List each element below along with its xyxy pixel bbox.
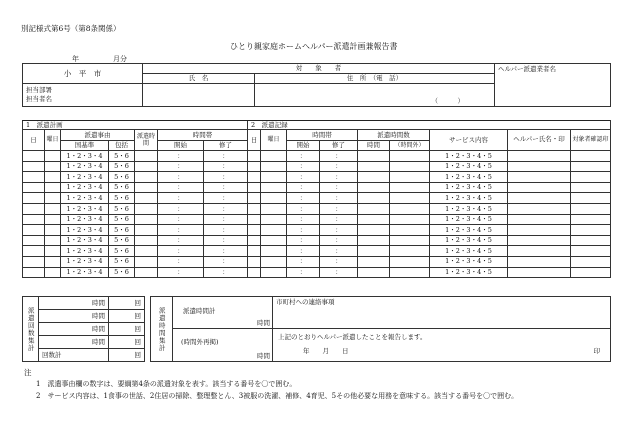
plan-col-start: 開始	[158, 141, 204, 151]
plan-row	[23, 214, 248, 225]
plan-day-field[interactable]	[23, 182, 45, 193]
plan-reason-std[interactable]: 1・2・3・4	[61, 246, 109, 257]
record-start-field[interactable]: ：	[287, 161, 320, 172]
count-hours-1[interactable]	[39, 297, 109, 310]
plan-start-field[interactable]: ：	[158, 225, 204, 236]
plan-col-day: 日	[23, 130, 45, 151]
record-hours-field[interactable]	[358, 193, 390, 204]
count-total-field[interactable]	[109, 349, 145, 362]
plan-reason-std[interactable]: 1・2・3・4	[61, 203, 109, 214]
helper-agency-label: ヘルパー派遣業者名	[495, 64, 611, 107]
record-start-field[interactable]: ：	[287, 182, 320, 193]
record-hours-field[interactable]	[358, 256, 390, 267]
plan-start-field[interactable]: ：	[158, 172, 204, 183]
plan-day-field[interactable]	[23, 193, 45, 204]
record-day-field[interactable]	[248, 214, 261, 225]
plan-weekday-field[interactable]	[45, 161, 61, 172]
plan-reason-wide[interactable]: 5・6	[109, 193, 135, 204]
plan-reason-wide[interactable]: 5・6	[109, 235, 135, 246]
record-extra-field[interactable]	[390, 182, 430, 193]
plan-row	[23, 193, 248, 204]
plan-row	[23, 267, 248, 278]
person-label: 担当者名	[26, 95, 52, 103]
plan-day-field[interactable]	[23, 161, 45, 172]
plan-reason-std[interactable]: 1・2・3・4	[61, 256, 109, 267]
record-col-weekday: 曜日	[261, 130, 287, 151]
record-col-hours-extra: （時間外）	[390, 141, 430, 151]
record-service-field[interactable]: 1・2・3・4・5	[430, 172, 508, 183]
plan-day-field[interactable]	[23, 246, 45, 257]
plan-start-field[interactable]: ：	[158, 235, 204, 246]
plan-time-field[interactable]	[135, 246, 158, 257]
record-col-hours-time: 時間	[358, 141, 390, 151]
record-weekday-field[interactable]	[261, 151, 287, 162]
record-start-field[interactable]: ：	[287, 203, 320, 214]
plan-reason-std[interactable]: 1・2・3・4	[61, 182, 109, 193]
record-start-field[interactable]: ：	[287, 235, 320, 246]
record-confirm-field[interactable]	[571, 151, 611, 162]
record-section-label: 2 派遣記録	[248, 121, 611, 130]
record-row	[248, 214, 611, 225]
address-field[interactable]	[255, 84, 495, 107]
record-confirm-field[interactable]	[571, 172, 611, 183]
record-service-field[interactable]: 1・2・3・4・5	[430, 214, 508, 225]
plan-col-reason: 派遣事由	[61, 130, 135, 141]
record-day-field[interactable]	[248, 267, 261, 278]
plan-start-field[interactable]: ：	[158, 193, 204, 204]
overtime-cell[interactable]	[173, 329, 273, 362]
hour-unit: 時間	[92, 324, 105, 333]
plan-reason-wide[interactable]: 5・6	[109, 151, 135, 162]
record-service-field[interactable]: 1・2・3・4・5	[430, 267, 508, 278]
plan-time-field[interactable]	[135, 235, 158, 246]
report-seal: 印	[593, 347, 600, 355]
record-weekday-field[interactable]	[261, 182, 287, 193]
record-col-end: 修了	[320, 141, 358, 151]
record-weekday-field[interactable]	[261, 172, 287, 183]
plan-time-field[interactable]	[135, 214, 158, 225]
plan-reason-wide[interactable]: 5・6	[109, 161, 135, 172]
plan-start-field[interactable]: ：	[158, 246, 204, 257]
count-times-2[interactable]	[109, 310, 145, 323]
plan-start-field[interactable]: ：	[158, 151, 204, 162]
record-start-field[interactable]: ：	[287, 225, 320, 236]
record-col-hours: 派遣時間数	[358, 130, 430, 141]
plan-weekday-field[interactable]	[45, 151, 61, 162]
plan-time-field[interactable]	[135, 182, 158, 193]
dept-label: 担当部署	[26, 85, 52, 94]
record-start-field[interactable]: ：	[287, 193, 320, 204]
record-col-confirm: 対象者確認印	[571, 130, 611, 151]
plan-row	[23, 151, 248, 162]
record-day-field[interactable]	[248, 193, 261, 204]
record-weekday-field[interactable]	[261, 256, 287, 267]
plan-row	[23, 172, 248, 183]
record-day-field[interactable]	[248, 203, 261, 214]
count-unit: 回	[134, 324, 141, 333]
record-day-field[interactable]	[248, 161, 261, 172]
plan-day-field[interactable]	[23, 256, 45, 267]
record-weekday-field[interactable]	[261, 225, 287, 236]
count-unit: 回	[134, 350, 141, 359]
record-hours-field[interactable]	[358, 182, 390, 193]
notes-label: 注	[24, 368, 32, 377]
contact-label: 市町村への連絡事項	[276, 298, 335, 306]
record-day-field[interactable]	[248, 151, 261, 162]
record-end-field[interactable]: ：	[320, 225, 358, 236]
record-helper-field[interactable]	[508, 214, 571, 225]
plan-reason-std[interactable]: 1・2・3・4	[61, 193, 109, 204]
record-weekday-field[interactable]	[261, 203, 287, 214]
record-col-helper: ヘルパー氏名・印	[508, 130, 571, 151]
record-helper-field[interactable]	[508, 151, 571, 162]
count-hours-2[interactable]	[39, 310, 109, 323]
record-row	[248, 203, 611, 214]
plan-weekday-field[interactable]	[45, 193, 61, 204]
record-end-field[interactable]: ：	[320, 246, 358, 257]
plan-row	[23, 203, 248, 214]
plan-reason-std[interactable]: 1・2・3・4	[61, 151, 109, 162]
plan-time-field[interactable]	[135, 161, 158, 172]
phone-paren: （ ）	[431, 96, 464, 105]
plan-end-field[interactable]: ：	[204, 151, 248, 162]
plan-reason-wide[interactable]: 5・6	[109, 246, 135, 257]
record-row	[248, 151, 611, 162]
plan-end-field[interactable]: ：	[204, 203, 248, 214]
plan-day-field[interactable]	[23, 214, 45, 225]
plan-end-field[interactable]: ：	[204, 161, 248, 172]
record-row	[248, 225, 611, 236]
record-hours-field[interactable]	[358, 172, 390, 183]
plan-weekday-field[interactable]	[45, 235, 61, 246]
record-confirm-field[interactable]	[571, 256, 611, 267]
plan-weekday-field[interactable]	[45, 256, 61, 267]
plan-reason-wide[interactable]: 5・6	[109, 203, 135, 214]
plan-section-label: 1 派遣計画	[23, 121, 248, 130]
record-start-field[interactable]: ：	[287, 214, 320, 225]
address-label: 住 所 （電 話）	[255, 74, 495, 84]
plan-row	[23, 161, 248, 172]
plan-reason-std[interactable]: 1・2・3・4	[61, 267, 109, 278]
count-total-label: 回数計	[39, 349, 109, 362]
record-extra-field[interactable]	[390, 203, 430, 214]
plan-weekday-field[interactable]	[45, 203, 61, 214]
plan-reason-wide[interactable]: 5・6	[109, 172, 135, 183]
plan-reason-wide[interactable]: 5・6	[109, 214, 135, 225]
record-row	[248, 172, 611, 183]
record-extra-field[interactable]	[390, 151, 430, 162]
plan-time-field[interactable]	[135, 256, 158, 267]
plan-reason-wide[interactable]: 5・6	[109, 267, 135, 278]
plan-reason-std[interactable]: 1・2・3・4	[61, 172, 109, 183]
record-helper-field[interactable]	[508, 203, 571, 214]
plan-weekday-field[interactable]	[45, 172, 61, 183]
record-extra-field[interactable]	[390, 246, 430, 257]
record-hours-field[interactable]	[358, 203, 390, 214]
form-id: 別記様式第6号（第8条関係）	[21, 24, 121, 33]
record-row	[248, 256, 611, 267]
record-day-field[interactable]	[248, 225, 261, 236]
record-hours-field[interactable]	[358, 225, 390, 236]
plan-row	[23, 182, 248, 193]
record-confirm-field[interactable]	[571, 225, 611, 236]
plan-weekday-field[interactable]	[45, 225, 61, 236]
record-service-field[interactable]: 1・2・3・4・5	[430, 203, 508, 214]
record-hours-field[interactable]	[358, 246, 390, 257]
plan-end-field[interactable]: ：	[204, 182, 248, 193]
record-end-field[interactable]: ：	[320, 235, 358, 246]
plan-day-field[interactable]	[23, 235, 45, 246]
record-extra-field[interactable]	[390, 214, 430, 225]
record-extra-field[interactable]	[390, 256, 430, 267]
plan-end-field[interactable]: ：	[204, 225, 248, 236]
plan-time-field[interactable]	[135, 193, 158, 204]
record-helper-field[interactable]	[508, 193, 571, 204]
summary-time-table	[150, 296, 611, 362]
overtime-unit: 時間	[257, 351, 270, 360]
record-weekday-field[interactable]	[261, 214, 287, 225]
plan-weekday-field[interactable]	[45, 267, 61, 278]
plan-time-field[interactable]	[135, 225, 158, 236]
plan-reason-wide[interactable]: 5・6	[109, 225, 135, 236]
plan-weekday-field[interactable]	[45, 246, 61, 257]
record-end-field[interactable]: ：	[320, 172, 358, 183]
city-cell: 小 平 市	[23, 64, 143, 84]
record-helper-field[interactable]	[508, 172, 571, 183]
dept-person-cell	[23, 84, 143, 107]
plan-reason-wide[interactable]: 5・6	[109, 256, 135, 267]
record-service-field[interactable]: 1・2・3・4・5	[430, 182, 508, 193]
count-times-3[interactable]	[109, 323, 145, 336]
plan-end-field[interactable]: ：	[204, 267, 248, 278]
record-start-field[interactable]: ：	[287, 267, 320, 278]
record-service-field[interactable]: 1・2・3・4・5	[430, 225, 508, 236]
record-extra-field[interactable]	[390, 193, 430, 204]
hour-unit: 時間	[92, 337, 105, 346]
plan-day-field[interactable]	[23, 225, 45, 236]
plan-start-field[interactable]: ：	[158, 203, 204, 214]
record-helper-field[interactable]	[508, 225, 571, 236]
plan-col-reason-std: 国基準	[61, 141, 109, 151]
plan-day-field[interactable]	[23, 172, 45, 183]
plan-reason-std[interactable]: 1・2・3・4	[61, 214, 109, 225]
record-row	[248, 161, 611, 172]
record-service-field[interactable]: 1・2・3・4・5	[430, 235, 508, 246]
dispatch-total-unit: 時間	[257, 318, 270, 327]
plan-col-period: 時間帯	[158, 130, 248, 141]
record-end-field[interactable]: ：	[320, 214, 358, 225]
hour-unit: 時間	[92, 311, 105, 320]
plan-time-field[interactable]	[135, 151, 158, 162]
record-day-field[interactable]	[248, 182, 261, 193]
record-helper-field[interactable]	[508, 182, 571, 193]
count-hours-3[interactable]	[39, 323, 109, 336]
record-service-field[interactable]: 1・2・3・4・5	[430, 256, 508, 267]
record-row	[248, 193, 611, 204]
record-helper-field[interactable]	[508, 267, 571, 278]
record-start-field[interactable]: ：	[287, 151, 320, 162]
plan-day-field[interactable]	[23, 267, 45, 278]
record-start-field[interactable]: ：	[287, 256, 320, 267]
summary-time-label: 派遣時間集計	[151, 297, 173, 362]
record-weekday-field[interactable]	[261, 246, 287, 257]
count-times-4[interactable]	[109, 336, 145, 349]
plan-reason-std[interactable]: 1・2・3・4	[61, 161, 109, 172]
plan-reason-std[interactable]: 1・2・3・4	[61, 235, 109, 246]
report-text: 上記のとおりヘルパー派遣したことを報告します。	[278, 333, 427, 341]
record-helper-field[interactable]	[508, 235, 571, 246]
record-extra-field[interactable]	[390, 172, 430, 183]
record-end-field[interactable]: ：	[320, 193, 358, 204]
record-service-field[interactable]: 1・2・3・4・5	[430, 193, 508, 204]
record-confirm-field[interactable]	[571, 182, 611, 193]
record-helper-field[interactable]	[508, 256, 571, 267]
record-confirm-field[interactable]	[571, 203, 611, 214]
contact-cell[interactable]	[273, 297, 611, 329]
plan-col-reason-wide: 包括	[109, 141, 135, 151]
plan-col-time: 派遣時間	[135, 130, 158, 151]
plan-start-field[interactable]: ：	[158, 267, 204, 278]
plan-row	[23, 246, 248, 257]
record-confirm-field[interactable]	[571, 193, 611, 204]
record-confirm-field[interactable]	[571, 246, 611, 257]
header-table	[22, 63, 611, 107]
plan-time-field[interactable]	[135, 172, 158, 183]
record-weekday-field[interactable]	[261, 193, 287, 204]
count-times-1[interactable]	[109, 297, 145, 310]
summary-count-label: 派遣回数集計	[23, 297, 39, 362]
record-day-field[interactable]	[248, 235, 261, 246]
record-extra-field[interactable]	[390, 225, 430, 236]
record-end-field[interactable]: ：	[320, 161, 358, 172]
summary-count-table	[22, 296, 145, 362]
plan-start-field[interactable]: ：	[158, 256, 204, 267]
plan-table	[22, 120, 248, 278]
record-hours-field[interactable]	[358, 161, 390, 172]
record-table	[247, 120, 611, 278]
record-col-start: 開始	[287, 141, 320, 151]
record-extra-field[interactable]	[390, 267, 430, 278]
plan-time-field[interactable]	[135, 267, 158, 278]
plan-end-field[interactable]: ：	[204, 172, 248, 183]
record-hours-field[interactable]	[358, 214, 390, 225]
count-hours-4[interactable]	[39, 336, 109, 349]
record-row	[248, 182, 611, 193]
record-extra-field[interactable]	[390, 235, 430, 246]
record-confirm-field[interactable]	[571, 214, 611, 225]
record-service-field[interactable]: 1・2・3・4・5	[430, 151, 508, 162]
plan-reason-wide[interactable]: 5・6	[109, 182, 135, 193]
plan-start-field[interactable]: ：	[158, 214, 204, 225]
plan-col-weekday: 曜日	[45, 130, 61, 151]
count-unit: 回	[134, 337, 141, 346]
record-confirm-field[interactable]	[571, 235, 611, 246]
plan-weekday-field[interactable]	[45, 214, 61, 225]
count-unit: 回	[134, 298, 141, 307]
count-unit: 回	[134, 311, 141, 320]
record-day-field[interactable]	[248, 246, 261, 257]
month-label: 月分	[113, 55, 127, 63]
record-service-field[interactable]: 1・2・3・4・5	[430, 161, 508, 172]
record-end-field[interactable]: ：	[320, 182, 358, 193]
plan-day-field[interactable]	[23, 203, 45, 214]
hour-unit: 時間	[92, 298, 105, 307]
record-hours-field[interactable]	[358, 267, 390, 278]
plan-row	[23, 256, 248, 267]
dispatch-total-cell[interactable]	[173, 297, 273, 329]
record-helper-field[interactable]	[508, 246, 571, 257]
record-end-field[interactable]: ：	[320, 203, 358, 214]
record-extra-field[interactable]	[390, 161, 430, 172]
report-cell	[273, 329, 611, 362]
record-col-period: 時間帯	[287, 130, 358, 141]
record-weekday-field[interactable]	[261, 235, 287, 246]
record-helper-field[interactable]	[508, 161, 571, 172]
plan-start-field[interactable]: ：	[158, 161, 204, 172]
record-start-field[interactable]: ：	[287, 172, 320, 183]
record-end-field[interactable]: ：	[320, 256, 358, 267]
overtime-label: (時間外再掲)	[181, 338, 219, 346]
page-title: ひとり親家庭ホームヘルパー派遣計画兼報告書	[230, 42, 398, 51]
record-col-service: サービス内容	[430, 130, 508, 151]
record-row	[248, 267, 611, 278]
record-confirm-field[interactable]	[571, 161, 611, 172]
record-day-field[interactable]	[248, 172, 261, 183]
record-weekday-field[interactable]	[261, 161, 287, 172]
plan-end-field[interactable]: ：	[204, 214, 248, 225]
year-label: 年	[72, 55, 79, 63]
record-start-field[interactable]: ：	[287, 246, 320, 257]
plan-row	[23, 235, 248, 246]
plan-reason-std[interactable]: 1・2・3・4	[61, 225, 109, 236]
note-2: 2 サービス内容は、1食事の世話、2住居の掃除、整理整とん、3被服の洗濯、補修、4育児、5その他必要な用務を意味する。該当する番号を〇で囲む。	[36, 392, 519, 400]
record-row	[248, 235, 611, 246]
plan-day-field[interactable]	[23, 151, 45, 162]
name-field[interactable]	[143, 84, 255, 107]
record-end-field[interactable]: ：	[320, 151, 358, 162]
record-hours-field[interactable]	[358, 235, 390, 246]
subject-label: 対 象 者	[143, 64, 495, 74]
plan-row	[23, 225, 248, 236]
plan-weekday-field[interactable]	[45, 182, 61, 193]
name-label: 氏 名	[143, 74, 255, 84]
record-row	[248, 246, 611, 257]
record-hours-field[interactable]	[358, 151, 390, 162]
plan-end-field[interactable]: ：	[204, 193, 248, 204]
plan-time-field[interactable]	[135, 203, 158, 214]
record-col-day: 日	[248, 130, 261, 151]
plan-end-field[interactable]: ：	[204, 246, 248, 257]
record-confirm-field[interactable]	[571, 267, 611, 278]
record-end-field[interactable]: ：	[320, 267, 358, 278]
plan-end-field[interactable]: ：	[204, 256, 248, 267]
dispatch-total-label: 派遣時間計	[183, 307, 216, 315]
record-weekday-field[interactable]	[261, 267, 287, 278]
record-day-field[interactable]	[248, 256, 261, 267]
plan-end-field[interactable]: ：	[204, 235, 248, 246]
plan-start-field[interactable]: ：	[158, 182, 204, 193]
record-service-field[interactable]: 1・2・3・4・5	[430, 246, 508, 257]
report-date[interactable]: 年 月 日	[303, 347, 349, 355]
note-1: 1 派遣事由欄の数字は、要綱第4条の派遣対象を表す。該当する番号を〇で囲む。	[36, 380, 297, 388]
plan-col-end: 修了	[204, 141, 248, 151]
